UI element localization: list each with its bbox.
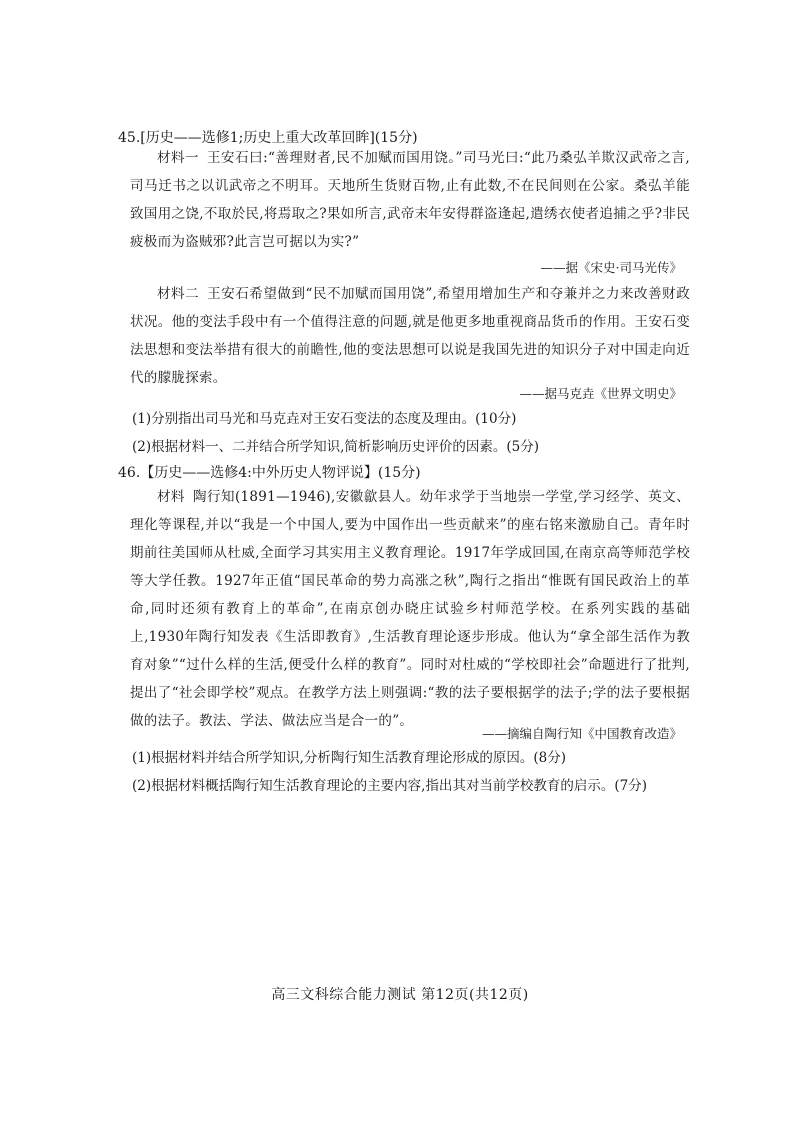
q45-material-2 <box>130 280 690 392</box>
q45-material-1-text: 王安石曰:“善理财者,民不加赋而国用饶。”司马光曰:“此乃桑弘羊欺汉武帝之言,司马迁书之以讥武帝之不明耳。天地所生货财百物,止有此数,不在民间则在公家。桑弘羊能致国用之饶,不取於民,将焉取之?果如所言,武帝末年安得群盗逢起,遣绣衣使者追捕之乎?非民疲极而为盗贼邪?此言岂可据以为实?” <box>130 150 690 250</box>
q45-question-1: (1)分别指出司马光和马克垚对王安石变法的态度及理由。(10分) <box>132 411 517 427</box>
q45-material-1-source: ——据《宋史·司马光传》 <box>540 260 682 275</box>
q45-material-2-label: 材料二 <box>157 286 200 302</box>
q45-question-2: (2)根据材料一、二并结合所学知识,简析影响历史评价的因素。(5分) <box>132 439 540 455</box>
q45-material-1-label: 材料一 <box>157 150 200 166</box>
q45-material-2-source: ——据马克垚《世界文明史》 <box>519 386 682 401</box>
q46-material <box>130 483 690 735</box>
q45-material-2-text: 王安石希望做到“民不加赋而国用饶”,希望用增加生产和夺兼并之力来改善财政状况。他的变法手段中有一个值得注意的问题,就是他更多地重视商品货币的作用。王安石变法思想和变法举措有很大的前瞻性,他的变法思想可以说是我国先进的知识分子对中国走向近代的朦胧探索。 <box>130 286 690 386</box>
q46-material-text: 陶行知(1891—1946),安徽歙县人。幼年求学于当地崇一学堂,学习经学、英文、理化等课程,并以“我是一个中国人,要为中国作出一些贡献来”的座右铭来激励自己。青年时期前往美国师从杜威,全面学习其实用主义教育理论。1917年学成回国,在南京高等师范学校等大学任教。1927年正值“国民革命的势力高涨之秋”,陶行之指出“惟既有国民政治上的革命,同时还须有教育上的革命”,在南京创办晓庄试验乡村师范学校。在系列实践的基础上,1930年陶行知发表《生活即教育》,生活教育理论逐步形成。他认为“拿全部生活作为教育对象”“过什么样的生活,便受什么样的教育”。同时对杜威的“学校即社会”命题进行了批判,提出了“社会即学校”观点。在教学方法上则强调:“教的法子要根据学的法子;学的法子要根据做的法子。教法、学法、做法应当是合一的”。 <box>130 489 690 729</box>
q46-question-1: (1)根据材料并结合所学知识,分析陶行知生活教育理论形成的原因。(8分) <box>132 750 567 766</box>
question-46-title: 46.【历史——选修4:中外历史人物评说】(15分) <box>118 465 421 481</box>
q45-material-1 <box>130 144 690 256</box>
page-footer: 高三文科综合能力测试 第12页(共12页) <box>271 987 529 1003</box>
q46-material-source: ——摘编自陶行知《中国教育改造》 <box>481 726 682 741</box>
q46-material-label: 材料 <box>157 489 185 505</box>
q46-question-2: (2)根据材料概括陶行知生活教育理论的主要内容,指出其对当前学校教育的启示。(7分) <box>132 778 648 794</box>
question-45-title: 45.[历史——选修1;历史上重大改革回眸](15分) <box>118 130 418 146</box>
